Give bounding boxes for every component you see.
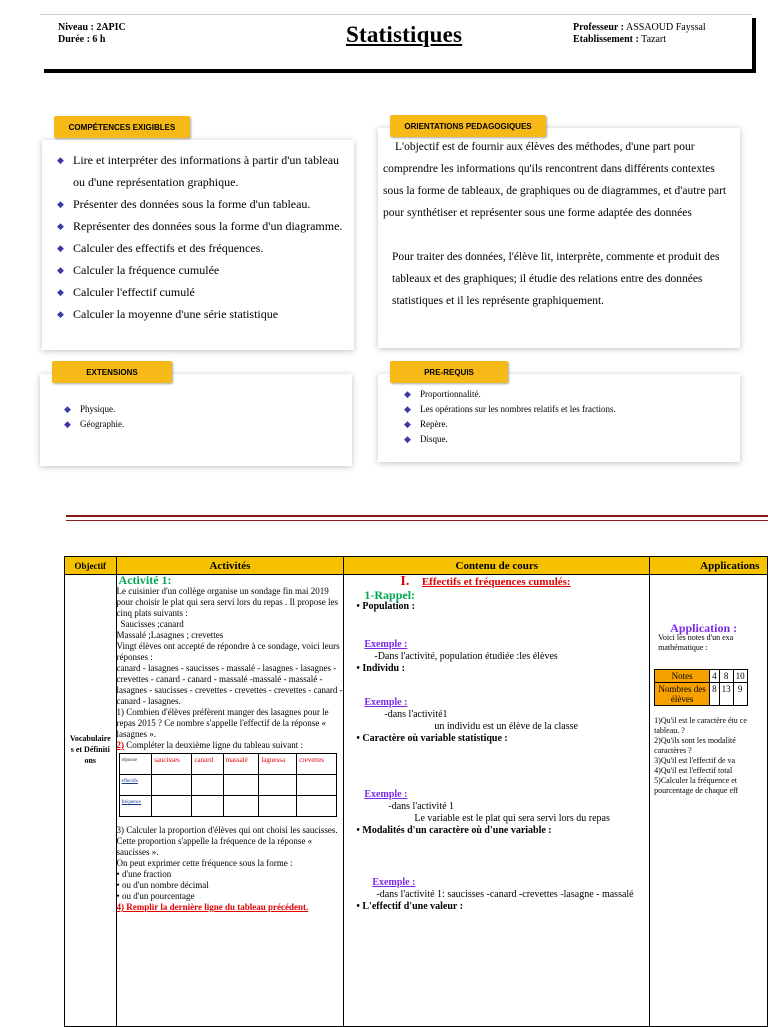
example-text: -dans l'activité 1: saucisses -canard -crevettes -lasagne - massalé	[376, 889, 634, 900]
diamond-icon: ◆	[57, 221, 64, 231]
diamond-icon: ◆	[64, 419, 71, 429]
example-label: Exemple :	[372, 877, 416, 888]
extensions-tag: EXTENSIONS	[52, 361, 172, 383]
example-label: Exemple :	[364, 639, 408, 650]
individu-label: Individu :	[362, 663, 405, 674]
diamond-icon: ◆	[64, 404, 71, 414]
header-objectif: Objectif	[65, 557, 117, 575]
diamond-icon: ◆	[404, 419, 411, 429]
contenu-cell: I. Effectifs et fréquences cumulés: 1-Rappel: • Population : Exemple : -Dans l'activité, population étudiée :les élèves • Individu : Exemple : -dans l'activité1 un individu est un élève de la classe • Caractère où variable statistique : Exemple : -dans l'activité 1 Le variable est le plat qui sera servi lors du repas • Modalités d'un caractère où d'une variable : Exemple : -dans l'activité 1: saucisses -canard -crevettes -lasagne - massalé • L'effectif d'une valeur :	[344, 575, 650, 1027]
prof-label: Professeur :	[573, 22, 625, 33]
application-q4: 4)Qu'il est l'effectif total	[654, 766, 733, 775]
activite-q3b: Cette proportion s'appelle la fréquence de la réponse « saucisses ».	[116, 836, 313, 857]
list-item: ◆ Représenter des données sous la forme d'un diagramme.	[57, 215, 347, 237]
activite-q4: 4) Remplir la dernière ligne du tableau précédent.	[116, 902, 309, 912]
competences-card	[42, 140, 354, 350]
activite-title: Activité 1:	[118, 573, 172, 587]
diamond-icon: ◆	[57, 155, 64, 165]
list-item: ◆ Présenter des données sous la forme d'un tableau.	[57, 193, 347, 215]
list-item: ◆ Physique.	[64, 402, 124, 417]
list-item: • d'une fraction	[116, 869, 172, 879]
header-left	[58, 22, 126, 46]
header-activites: Activités	[116, 557, 344, 575]
objectif-cell	[65, 575, 117, 1027]
activite-inner-table: réponse saucisses canard massalé lagnessa crevettes effectifs fréquence	[119, 753, 337, 817]
diamond-icon: ◆	[57, 309, 64, 319]
etab-name: Tazart	[641, 34, 667, 45]
activite-q3c: On peut exprimer cette fréquence sous la forme :	[116, 858, 293, 868]
diamond-icon: ◆	[57, 199, 64, 209]
etab-label: Etablissement :	[573, 34, 639, 45]
activite-q3: 3) Calculer la proportion d'élèves qui ont choisi les saucisses.	[116, 825, 338, 835]
list-item: ◆ Géographie.	[64, 417, 124, 432]
activite-cell	[116, 575, 344, 1027]
activite-plats2: Massalé ;Lasagnes ; crevettes	[116, 630, 224, 640]
activite-q1: 1) Combien d'élèves préfèrent manger des lasagnes pour le repas 2015 ? Ce nombre s'appelle l'effectif de la réponse « lasagnes ».	[116, 707, 329, 739]
divider	[66, 520, 768, 521]
orientations-p1: L'objectif est de fournir aux élèves des méthodes, d'une part pour comprendre les informations qu'ils rencontrent dans différents contextes sous la forme de tableaux, de graphiques ou de diagrammes, et d'autre part pour synthétiser et représenter sous une forme adaptée des données	[383, 141, 727, 219]
list-item: ◆ Calculer des effectifs et des fréquences.	[57, 237, 347, 259]
section-title: Effectifs et fréquences cumulés:	[421, 576, 571, 588]
list-item: ◆ Repère.	[404, 417, 616, 432]
example-label: Exemple :	[364, 697, 408, 708]
prerequis-list	[404, 387, 616, 447]
diamond-icon: ◆	[404, 434, 411, 444]
diamond-icon: ◆	[404, 389, 411, 399]
example-text: -dans l'activité 1	[388, 801, 455, 812]
page-title: Statistiques	[346, 22, 463, 47]
list-item: ◆ Calculer l'effectif cumulé	[57, 281, 347, 303]
caractere-label: Caractère où variable statistique :	[362, 733, 508, 744]
activite-reponses: canard - lasagnes - saucisses - massalé - lasagnes - lasagnes - crevettes - canard - canard - massalé -massalé - massalé - lasagnes - saucisses - crevettes - crevettes - crevettes - canard - canard - lasagnes.	[116, 663, 343, 706]
example-label: Exemple :	[364, 789, 408, 800]
orientations-card	[378, 128, 740, 348]
niveau: Niveau : 2APIC	[58, 22, 126, 33]
diamond-icon: ◆	[57, 265, 64, 275]
extensions-list	[64, 402, 124, 432]
header-contenu: Contenu de cours	[344, 557, 650, 575]
prerequis-card	[378, 374, 740, 462]
activite-intro: Le cuisinier d'un collège organise un sondage fin mai 2019 pour choisir le plat qui sera servi lors du repas . Il propose les cinq plats suivants :	[116, 586, 338, 618]
orientations-tag: ORIENTATIONS PEDAGOGIQUES	[390, 115, 546, 137]
activite-plats1: Saucisses ;canard	[120, 619, 184, 629]
duree: Durée : 6 h	[58, 34, 106, 45]
diamond-icon: ◆	[404, 404, 411, 414]
list-item: ◆ Calculer la fréquence cumulée	[57, 259, 347, 281]
prerequis-tag: PRE-REQUIS	[390, 361, 508, 383]
population-label: Population :	[362, 601, 415, 612]
application-cell	[650, 575, 768, 1027]
header-applications: Applications	[650, 557, 768, 575]
extensions-card	[40, 374, 352, 466]
list-item: ◆ Proportionnalité.	[404, 387, 616, 402]
notes-table: Notes 4 8 10 Nombres des élèves 8 13 9	[654, 669, 748, 706]
application-title: Application :	[670, 621, 738, 635]
rappel-title: 1-Rappel:	[364, 588, 416, 602]
objectif-text: Vocabulaires et Définitions	[69, 734, 111, 765]
header-right	[573, 22, 706, 46]
divider	[66, 515, 768, 517]
list-item: ◆ Disque.	[404, 432, 616, 447]
list-item: • ou d'un nombre décimal	[116, 880, 209, 890]
application-q1: 1)Qu'il est le caractère étu ce tableau. ?	[654, 716, 747, 735]
modalites-label: Modalités d'un caractère où d'une variable :	[362, 825, 552, 836]
application-q3: 3)Qu'il est l'effectif de va	[654, 756, 736, 765]
roman-one: I.	[400, 574, 410, 589]
effectif-label: L'effectif d'une valeur :	[362, 901, 464, 912]
list-item: ◆ Les opérations sur les nombres relatifs et les fractions.	[404, 402, 616, 417]
activite-text2: Vingt élèves ont accepté de répondre à ce sondage, voici leurs réponses :	[116, 641, 340, 662]
diamond-icon: ◆	[57, 243, 64, 253]
activite-q2: 2) Compléter la deuxième ligne du tableau suivant :	[116, 740, 303, 750]
application-q2: 2)Qu'ils sont les modalité caractères ?	[654, 736, 736, 755]
application-intro: Voici les notes d'un exa mathématique :	[658, 633, 734, 652]
diamond-icon: ◆	[57, 287, 64, 297]
example-text: -dans l'activité1	[384, 709, 448, 720]
example-text: Le variable est le plat qui sera servi lors du repas	[414, 813, 610, 824]
example-text: un individu est un élève de la classe	[434, 721, 578, 732]
list-item: ◆ Calculer la moyenne d'une série statistique	[57, 303, 347, 325]
competences-tag: COMPÉTENCES EXIGIBLES	[54, 116, 190, 138]
list-item: • ou d'un pourcentage	[116, 891, 195, 901]
example-text: -Dans l'activité, population étudiée :les élèves	[374, 651, 558, 662]
prof-name: ASSAOUD Fayssal	[625, 22, 706, 33]
application-q5: 5)Calculer la fréquence et pourcentage de chaque eff	[654, 776, 739, 795]
competences-list	[57, 149, 347, 325]
orientations-p2: Pour traiter des données, l'élève lit, interprète, commente et produit des tableaux et des graphiques; il étudie des relations entre des données statistiques et il les représente graphiquement.	[392, 251, 720, 307]
list-item: ◆ Lire et interpréter des informations à partir d'un tableau ou d'une représentation graphique.	[57, 149, 347, 193]
lesson-table	[64, 556, 768, 1027]
